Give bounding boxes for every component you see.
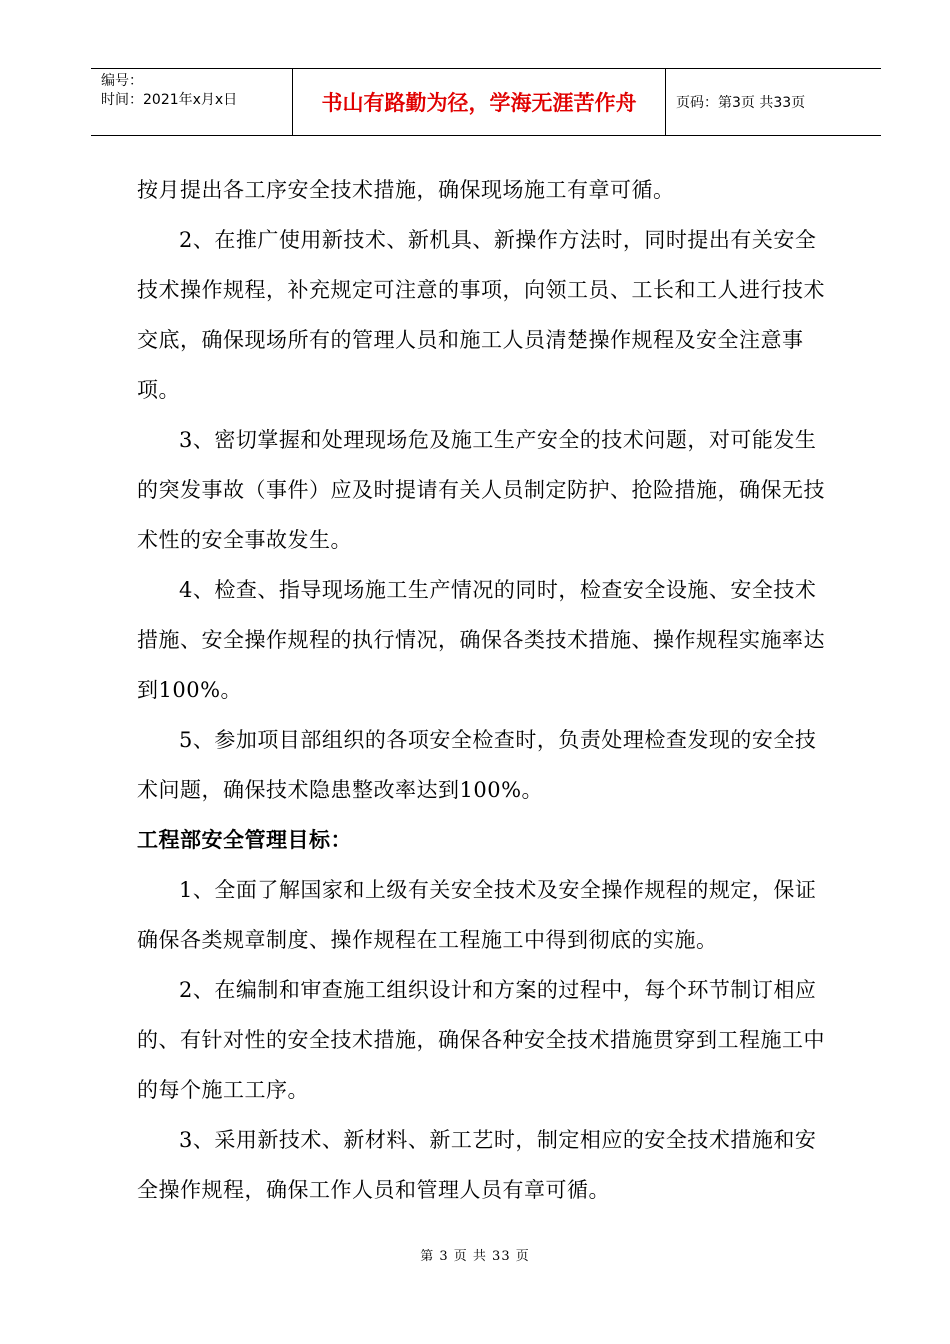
page-header [91,68,881,136]
paragraph: 2、在编制和审查施工组织设计和方案的过程中，每个环节制订相应的、有针对性的安全技术措施，确保各种安全技术措施贯穿到工程施工中的每个施工工序。 [137,978,825,1102]
paragraph: 5、参加项目部组织的各项安全检查时，负责处理检查发现的安全技术问题，确保技术隐患整改率达到100%。 [137,728,817,802]
document-number: 编号： [101,73,143,89]
header-page-info: 页码：第3页 共33页 [676,95,806,111]
document-body [137,165,837,1215]
page-footer: 第 3 页 共 33 页 [420,1249,530,1264]
header-motto: 书山有路勤为径，学海无涯苦作舟 [293,69,666,135]
document-time: 时间：2021年x月x日 [101,92,238,108]
paragraph: 3、采用新技术、新材料、新工艺时，制定相应的安全技术措施和安全操作规程，确保工作人员和管理人员有章可循。 [137,1128,817,1202]
paragraph-continuation: 按月提出各工序安全技术措施，确保现场施工有章可循。 [137,178,675,202]
paragraph: 4、检查、指导现场施工生产情况的同时，检查安全设施、安全技术措施、安全操作规程的执行情况，确保各类技术措施、操作规程实施率达到100%。 [137,578,825,702]
paragraph: 2、在推广使用新技术、新机具、新操作方法时，同时提出有关安全技术操作规程，补充规定可注意的事项，向领工员、工长和工人进行技术交底，确保现场所有的管理人员和施工人员清楚操作规程及安全注意事项。 [137,228,825,402]
paragraph: 3、密切掌握和处理现场危及施工生产安全的技术问题，对可能发生的突发事故（事件）应及时提请有关人员制定防护、抢险措施，确保无技术性的安全事故发生。 [137,428,825,552]
section-heading: 工程部安全管理目标： [137,828,352,852]
header-meta [91,69,293,135]
paragraph: 1、全面了解国家和上级有关安全技术及安全操作规程的规定，保证确保各类规章制度、操作规程在工程施工中得到彻底的实施。 [137,878,817,952]
